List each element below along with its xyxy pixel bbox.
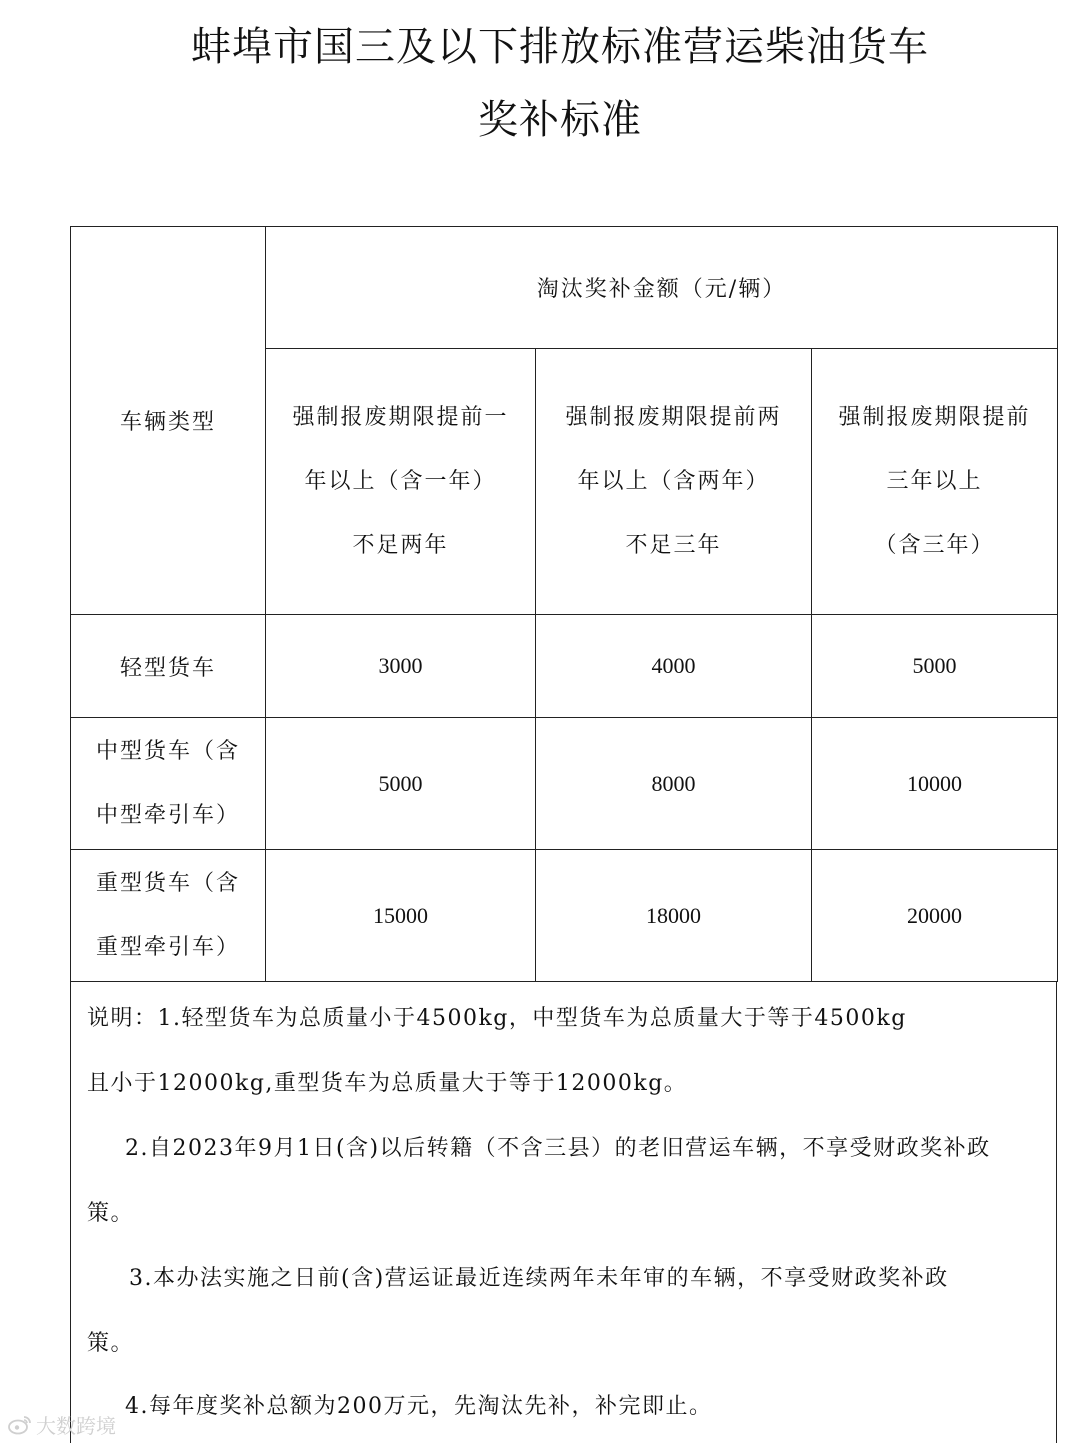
vehicle-type-light-truck — [71, 615, 266, 718]
column-header-3-line-3: （含三年） — [874, 532, 995, 558]
column-header-3-line-2: 三年以上 — [886, 468, 983, 494]
column-header-3-line-1: 强制报废期限提前 — [838, 404, 1031, 430]
note-2-line-1: 2.自2023年9月1日(含)以后转籍（不含三县）的老旧营运车辆，不享受财政奖补政 — [125, 1136, 991, 1161]
column-header-1-line-2: 年以上（含一年） — [304, 468, 497, 494]
note-1-line-1: 说明：1.轻型货车为总质量小于4500kg，中型货车为总质量大于等于4500kg — [87, 1006, 907, 1031]
column-header-2 — [536, 349, 812, 615]
vehicle-type-label: 重型牵引车） — [95, 934, 240, 960]
column-header-1 — [266, 349, 536, 615]
vehicle-type-label: 中型牵引车） — [95, 802, 240, 828]
column-header-1-line-3: 不足两年 — [352, 532, 449, 558]
document-title-line-1: 蚌埠市国三及以下排放标准营运柴油货车 — [191, 24, 929, 70]
subsidy-standard-table — [70, 226, 1058, 982]
note-2-line-2: 策。 — [87, 1201, 135, 1226]
subsidy-amount-header: 淘汰奖补金额（元/辆） — [266, 227, 1058, 349]
vehicle-type-label: 中型货车（含 — [95, 738, 240, 764]
watermark-text: 大数跨境 — [36, 1414, 116, 1438]
vehicle-type-header: 车辆类型 — [71, 227, 266, 615]
column-header-2-line-3: 不足三年 — [625, 532, 722, 558]
vehicle-type-heavy-truck — [71, 850, 266, 982]
amount-cell: 3000 — [266, 615, 536, 718]
amount-cell: 8000 — [536, 718, 812, 850]
column-header-3 — [812, 349, 1058, 615]
table-row — [71, 615, 1058, 718]
column-header-2-line-2: 年以上（含两年） — [577, 468, 770, 494]
note-3-line-1: 3.本办法实施之日前(含)营运证最近连续两年未年审的车辆，不享受财政奖补政 — [129, 1266, 949, 1291]
amount-cell: 20000 — [812, 850, 1058, 982]
note-1-line-2: 且小于12000kg,重型货车为总质量大于等于12000kg。 — [87, 1071, 688, 1096]
amount-cell: 10000 — [812, 718, 1058, 850]
weibo-icon — [8, 1415, 32, 1435]
table-row — [71, 718, 1058, 850]
amount-cell: 5000 — [266, 718, 536, 850]
table-row — [71, 850, 1058, 982]
amount-cell: 4000 — [536, 615, 812, 718]
amount-cell: 15000 — [266, 850, 536, 982]
notes-section — [70, 981, 1057, 1443]
vehicle-type-label: 轻型货车 — [119, 655, 216, 681]
amount-cell: 5000 — [812, 615, 1058, 718]
vehicle-type-label: 重型货车（含 — [95, 870, 240, 896]
vehicle-type-medium-truck — [71, 718, 266, 850]
column-header-2-line-1: 强制报废期限提前两 — [565, 404, 782, 430]
note-4-line-1: 4.每年度奖补总额为200万元，先淘汰先补，补完即止。 — [125, 1394, 713, 1419]
document-title-line-2: 奖补标准 — [478, 97, 642, 143]
watermark — [8, 1410, 116, 1439]
note-3-line-2: 策。 — [87, 1331, 135, 1356]
column-header-1-line-1: 强制报废期限提前一 — [292, 404, 509, 430]
amount-cell: 18000 — [536, 850, 812, 982]
